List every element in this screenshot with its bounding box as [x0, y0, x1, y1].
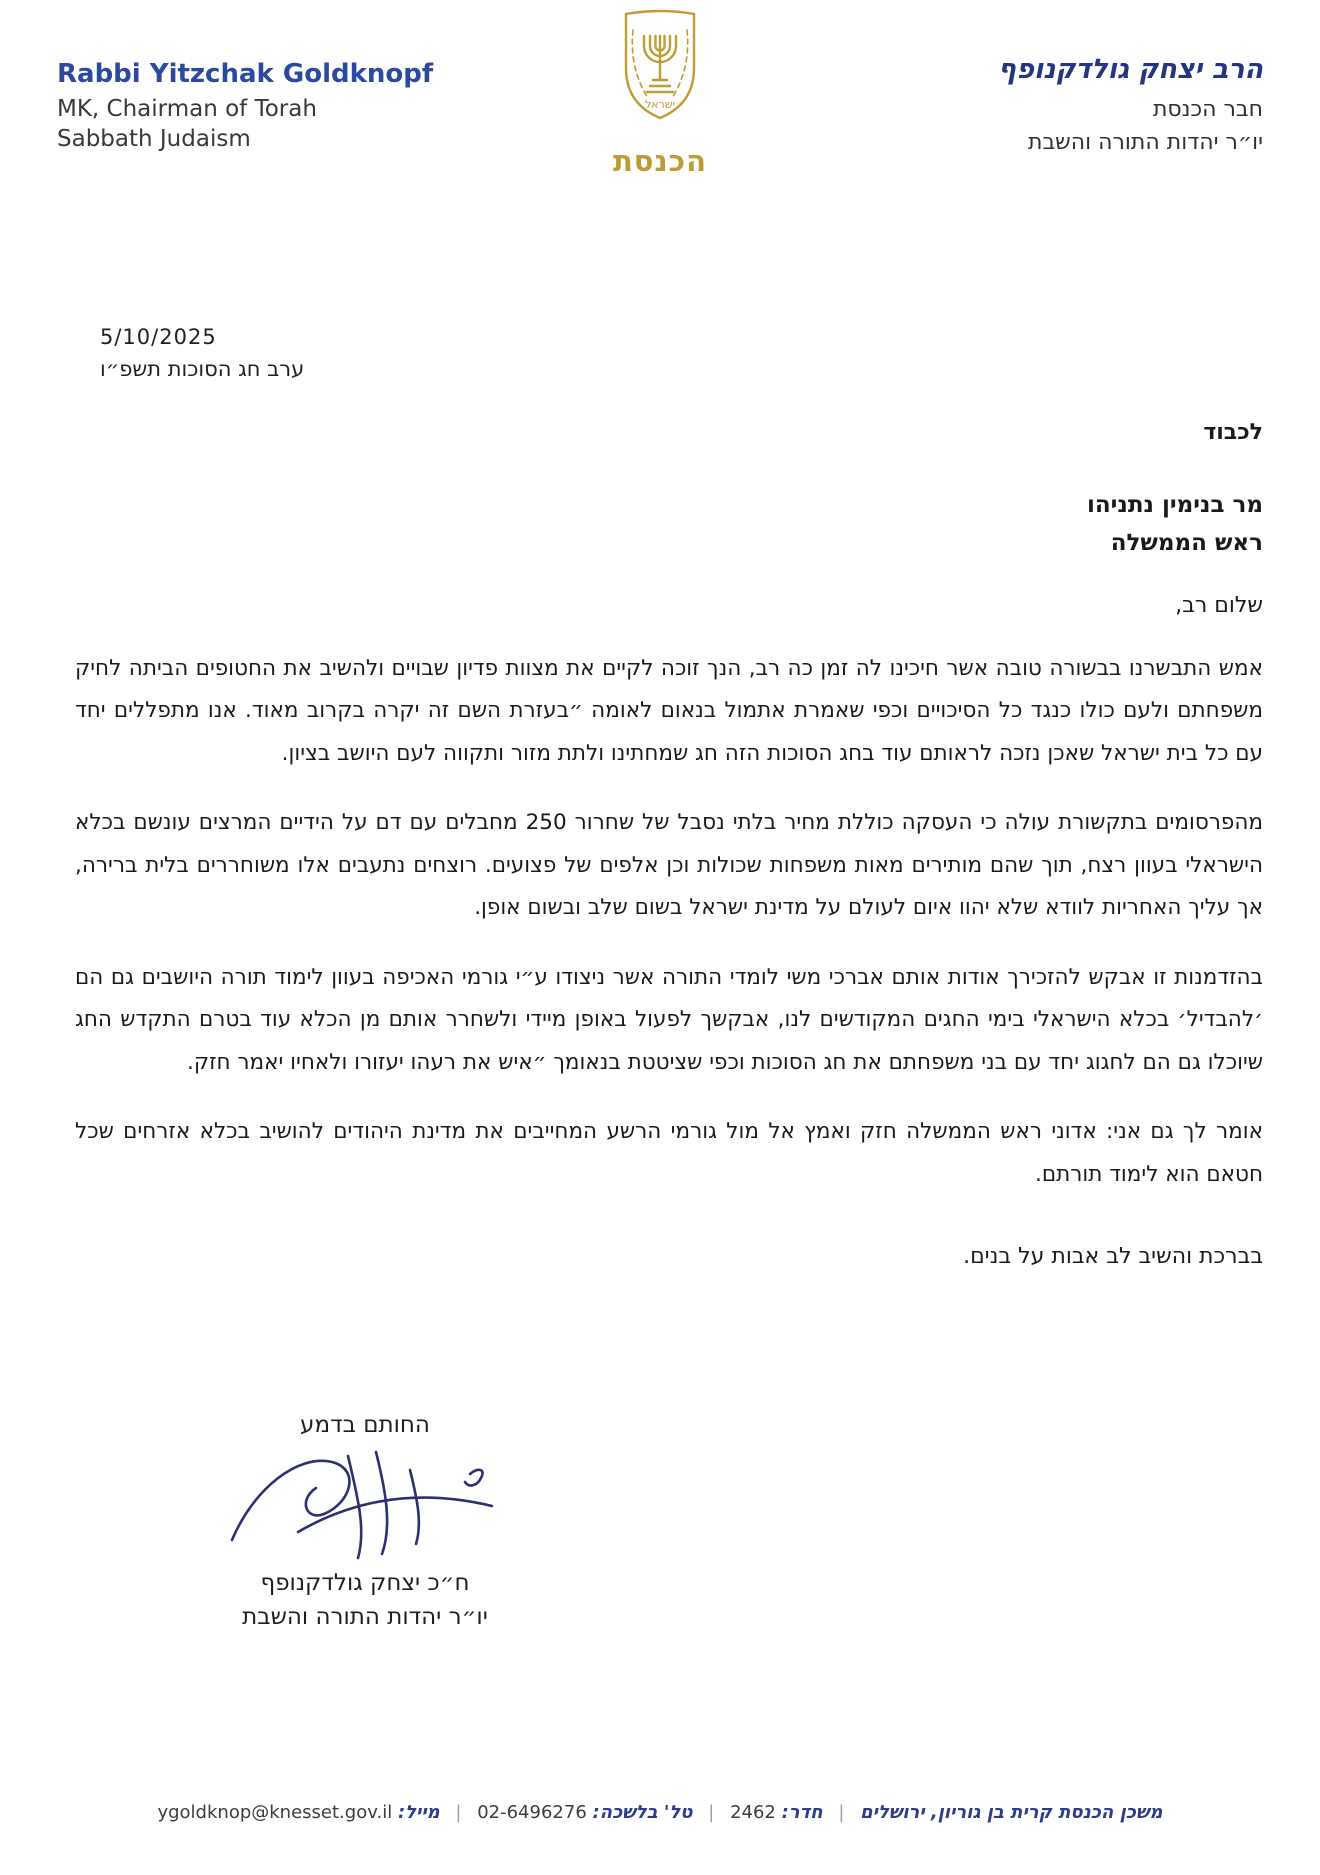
recipient-name: מר בנימין נתניהו — [1086, 492, 1263, 518]
emblem-inner-label: ישראל — [644, 98, 676, 111]
sender-role-line2-hebrew: יו״ר יהדות התורה והשבת — [1028, 129, 1263, 155]
footer-separator: | — [838, 1802, 845, 1823]
signatory-name: ח״כ יצחק גולדקנופף — [260, 1570, 470, 1596]
recipient-block — [75, 420, 1263, 563]
recipient-salutation: לכבוד — [1203, 420, 1263, 445]
sender-role-line1-english: MK, Chairman of Torah — [57, 96, 317, 123]
date-gregorian: 5/10/2025 — [100, 325, 217, 349]
sender-role-line1-hebrew: חבר הכנסת — [1152, 96, 1263, 122]
signature-block — [215, 1412, 515, 1634]
footer-email-value: ygoldknop@knesset.gov.il — [157, 1802, 393, 1823]
body-paragraph-2: מהפרסומים בתקשורת עולה כי העסקה כוללת מחיר בלתי נסבל של שחרור 250 מחבלים עם דם על הידיים המרצים עונשם בכלא הישראלי בעוון רצח, תוך שהם מותירים מאות משפחות שכולות וכן אלפים של פצועים. רוצחים נתעבים אלו משוחררים בלית ברירה, אך עליך האחריות לוודא שלא יהוו איום לעולם על מדינת ישראל בשום שלב ובשום אופן. — [75, 810, 1263, 921]
body-paragraph-4: אומר לך גם אני: אדוני ראש הממשלה חזק ואמץ אל מול גורמי הרשע המחייבים את מדינת היהודים להושיב בכלא אזרחים שכל חטאם הוא לימוד תורתם. — [75, 1119, 1263, 1187]
letter-body — [75, 648, 1263, 1197]
sender-role-line2-english: Sabbath Judaism — [57, 125, 251, 152]
letter-content — [75, 420, 1263, 1269]
footer-contact-line — [0, 1802, 1320, 1823]
closing-blessing: בברכת והשיב לב אבות על בנים. — [963, 1244, 1263, 1270]
emblem-knesset-label: הכנסת — [612, 144, 707, 178]
body-paragraph-3: בהזדמנות זו אבקש להזכירך אודות אותם אברכי משי לומדי התורה אשר ניצודו ע״י גורמי האכיפה בעוון לימוד תורה היושבים גם הם ׳להבדיל׳ בכלא הישראלי בימי החגים המקודשים לנו, אבקשך לפעול באופן מיידי ולשחרר אותם מן הכלא עוד בטרם התקדש החג שיוכלו גם הם לחגוג יחד עם בני משפחתם את חג הסוכות וכפי שציטטת בנאומך ״איש את רעהו יעזורו ולאחיו יאמר חזק. — [75, 964, 1263, 1075]
recipient-title: ראש הממשלה — [1110, 529, 1263, 556]
footer-address: משכן הכנסת קרית בן גוריון, ירושלים — [860, 1802, 1163, 1823]
footer-phone-label: טל' בלשכה: — [592, 1802, 693, 1823]
date-hebrew: ערב חג הסוכות תשפ״ו — [100, 356, 305, 381]
sender-block-hebrew — [998, 50, 1263, 159]
footer-separator: | — [708, 1802, 715, 1823]
greeting-line: שלום רב, — [1175, 592, 1263, 618]
handwritten-signature-icon — [220, 1440, 510, 1566]
footer-phone-value: 02-6496276 — [477, 1802, 587, 1823]
sender-name-hebrew: הרב יצחק גולדקנופף — [998, 54, 1263, 85]
footer-email-label: מייל: — [397, 1802, 440, 1823]
body-paragraph-1: אמש התבשרנו בבשורה טובה אשר חיכינו לה זמן כה רב, הנך זוכה לקיים את מצוות פדיון שבויים ולהשיב את החטופים הביתה לחיק משפחתם ולעם כולו כנגד כל הסיכויים וכפי שאמרת אתמול בנאום לאומה ״בעזרת השם זה יקרה בקרוב מאוד. אנו מתפללים יחד עם כל בית ישראל שאכן נזכה לראותם עוד בחג הסוכות הזה חג שמחתינו ולתת מזור ותקווה לעם היושב בציון. — [75, 655, 1263, 766]
sender-name-english: Rabbi Yitzchak Goldknopf — [57, 59, 434, 89]
israel-state-emblem-icon — [610, 6, 710, 138]
signature-preline: החותם בדמע — [300, 1412, 430, 1438]
knesset-emblem — [610, 6, 710, 178]
date-block — [100, 322, 304, 385]
footer-separator: | — [455, 1802, 462, 1823]
sender-block-english — [57, 58, 433, 154]
signatory-title: יו״ר יהדות התורה והשבת — [242, 1603, 488, 1630]
footer-room-value: 2462 — [730, 1802, 776, 1823]
footer-room-label: חדר: — [781, 1802, 823, 1823]
